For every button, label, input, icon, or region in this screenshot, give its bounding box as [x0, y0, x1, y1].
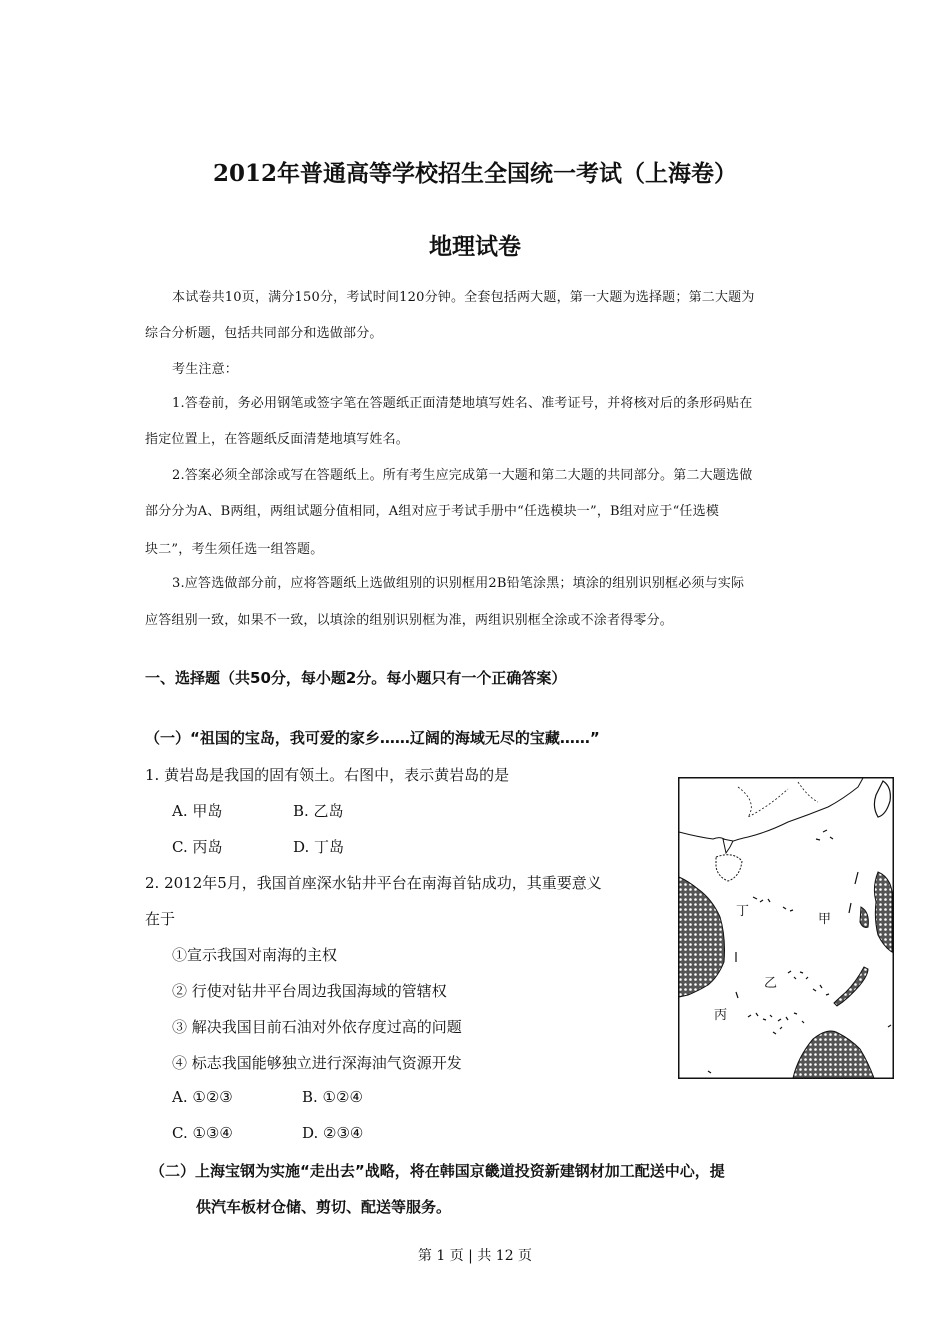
statement-item: ④ 标志我国能够独立进行深海油气资源开发	[172, 1054, 462, 1072]
option-d: D. 丁岛	[293, 838, 345, 856]
question-stem-cont: 在于	[145, 910, 176, 928]
label-ding-island: 丁	[736, 904, 750, 919]
note-line: 2.答案必须全部涂或写在答题纸上。所有考生应完成第一大题和第二大题的共同部分。第二大题选做	[172, 468, 753, 483]
question-stem: 2. 2012年5月，我国首座深水钻井平台在南海首钻成功，其重要意义	[145, 874, 602, 892]
note-line: 1.答卷前，务必用钢笔或签字笔在答题纸正面清楚地填写姓名、准考证号，并将核对后的条形码贴在	[172, 396, 753, 411]
statement-item: ①宣示我国对南海的主权	[172, 946, 338, 964]
label-bing-island: 丙	[714, 1008, 728, 1023]
option-b: B. ①②④	[302, 1088, 363, 1106]
intro-line-1: 本试卷共10页，满分150分，考试时间120分钟。全套包括两大题，第一大题为选择题；第二大题为	[172, 290, 755, 305]
section-heading: 一、选择题（共50分，每小题2分。每小题只有一个正确答案）	[145, 669, 567, 687]
south-china-sea-map	[678, 777, 894, 1079]
statement-item: ③ 解决我国目前石油对外依存度过高的问题	[172, 1018, 462, 1036]
group-heading-cont: 供汽车板材仓储、剪切、配送等服务。	[196, 1198, 452, 1216]
label-jia-island: 甲	[818, 912, 832, 927]
question-stem: 1. 黄岩岛是我国的固有领土。右图中，表示黄岩岛的是	[145, 766, 510, 784]
option-a: A. ①②③	[172, 1088, 233, 1106]
option-b: B. 乙岛	[293, 802, 344, 820]
notice-title: 考生注意：	[172, 362, 239, 377]
note-line: 指定位置上，在答题纸反面清楚地填写姓名。	[145, 432, 410, 447]
option-a: A. 甲岛	[172, 802, 223, 820]
option-c: C. ①③④	[172, 1124, 233, 1142]
statement-item: ② 行使对钻井平台周边我国海域的管辖权	[172, 982, 447, 1000]
exam-subtitle: 地理试卷	[429, 233, 521, 260]
option-c: C. 丙岛	[172, 838, 223, 856]
intro-line-2: 综合分析题，包括共同部分和选做部分。	[145, 326, 383, 341]
group-heading: （一）“祖国的宝岛，我可爱的家乡……辽阔的海域无尽的宝藏……”	[145, 729, 600, 747]
label-yi-island: 乙	[764, 976, 778, 991]
note-line: 部分分为A、B两组，两组试题分值相同，A组对应于考试手册中“任选模块一”，B组对应于“任选模	[145, 504, 720, 519]
group-heading: （二）上海宝钢为实施“走出去”战略，将在韩国京畿道投资新建钢材加工配送中心，提	[150, 1162, 725, 1180]
page-footer: 第 1 页 | 共 12 页	[417, 1248, 533, 1264]
option-d: D. ②③④	[302, 1124, 364, 1142]
note-line: 3.应答选做部分前，应将答题纸上选做组别的识别框用2B铅笔涂黑；填涂的组别识别框必须与实际	[172, 576, 745, 591]
note-line: 块二”，考生须任选一组答题。	[145, 542, 324, 557]
exam-title: 2012年普通高等学校招生全国统一考试（上海卷）	[212, 160, 737, 187]
note-line: 应答组别一致，如果不一致，以填涂的组别识别框为准，两组识别框全涂或不涂者得零分。	[145, 613, 674, 628]
